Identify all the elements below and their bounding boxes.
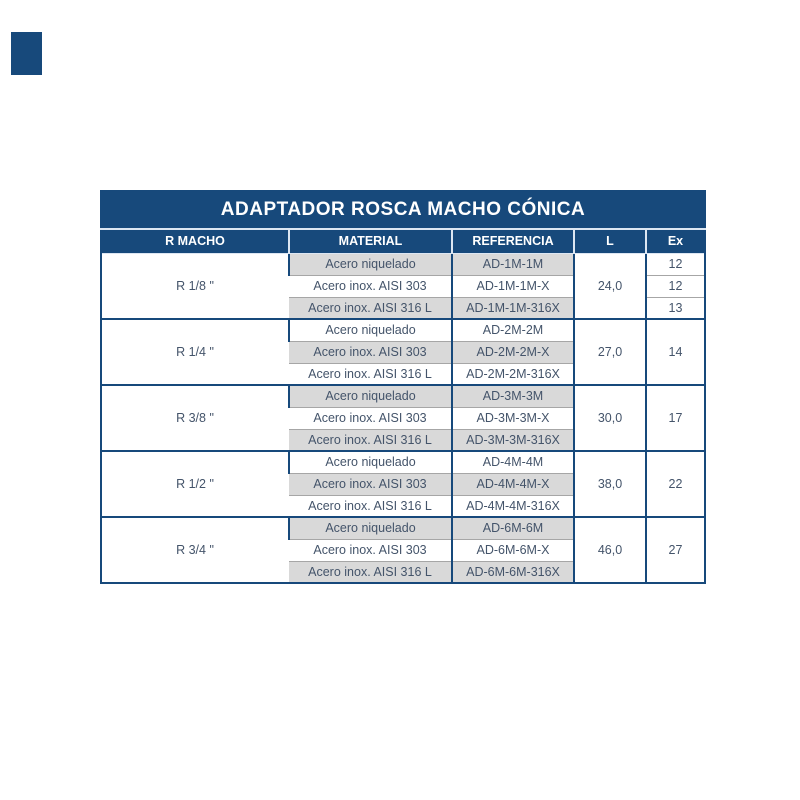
cell-material: Acero inox. AISI 316 L: [289, 495, 452, 517]
product-spec-table: [100, 190, 706, 584]
cell-material: Acero niquelado: [289, 517, 452, 539]
cell-material: Acero inox. AISI 303: [289, 473, 452, 495]
cell-referencia: AD-4M-4M-X: [452, 473, 574, 495]
cell-referencia: AD-1M-1M: [452, 253, 574, 275]
cell-referencia: AD-4M-4M-316X: [452, 495, 574, 517]
cell-ex: 12: [646, 275, 705, 297]
cell-material: Acero niquelado: [289, 319, 452, 341]
cell-referencia: AD-2M-2M-316X: [452, 363, 574, 385]
cell-referencia: AD-2M-2M: [452, 319, 574, 341]
cell-material: Acero inox. AISI 316 L: [289, 561, 452, 583]
cell-ex: 14: [646, 319, 705, 385]
table-title: ADAPTADOR ROSCA MACHO CÓNICA: [101, 191, 705, 229]
cell-material: Acero niquelado: [289, 385, 452, 407]
table-row: [101, 451, 705, 473]
cell-referencia: AD-1M-1M-316X: [452, 297, 574, 319]
cell-referencia: AD-4M-4M: [452, 451, 574, 473]
column-header-r-macho: R MACHO: [101, 229, 289, 253]
column-header-material: MATERIAL: [289, 229, 452, 253]
table-row: [101, 517, 705, 539]
cell-r-macho: R 1/2 ": [101, 451, 289, 517]
cell-l: 24,0: [574, 253, 646, 319]
column-header-referencia: REFERENCIA: [452, 229, 574, 253]
cell-referencia: AD-1M-1M-X: [452, 275, 574, 297]
cell-referencia: AD-2M-2M-X: [452, 341, 574, 363]
cell-material: Acero niquelado: [289, 253, 452, 275]
table-row: [101, 319, 705, 341]
cell-material: Acero inox. AISI 316 L: [289, 297, 452, 319]
cell-material: Acero inox. AISI 303: [289, 407, 452, 429]
cell-ex: 17: [646, 385, 705, 451]
cell-l: 46,0: [574, 517, 646, 583]
cell-referencia: AD-6M-6M-X: [452, 539, 574, 561]
column-header-l: L: [574, 229, 646, 253]
cell-r-macho: R 1/8 ": [101, 253, 289, 319]
cell-r-macho: R 3/8 ": [101, 385, 289, 451]
corner-accent-mark: [11, 32, 42, 75]
cell-material: Acero inox. AISI 303: [289, 539, 452, 561]
cell-l: 30,0: [574, 385, 646, 451]
cell-l: 27,0: [574, 319, 646, 385]
cell-ex: 13: [646, 297, 705, 319]
cell-material: Acero inox. AISI 316 L: [289, 363, 452, 385]
cell-referencia: AD-3M-3M-X: [452, 407, 574, 429]
cell-referencia: AD-3M-3M: [452, 385, 574, 407]
table-row: [101, 385, 705, 407]
cell-r-macho: R 3/4 ": [101, 517, 289, 583]
table-row: [101, 253, 705, 275]
cell-ex: 27: [646, 517, 705, 583]
cell-material: Acero inox. AISI 303: [289, 275, 452, 297]
cell-material: Acero inox. AISI 303: [289, 341, 452, 363]
cell-referencia: AD-6M-6M-316X: [452, 561, 574, 583]
cell-referencia: AD-3M-3M-316X: [452, 429, 574, 451]
cell-ex: 22: [646, 451, 705, 517]
column-header-ex: Ex: [646, 229, 705, 253]
cell-material: Acero niquelado: [289, 451, 452, 473]
cell-referencia: AD-6M-6M: [452, 517, 574, 539]
cell-r-macho: R 1/4 ": [101, 319, 289, 385]
cell-ex: 12: [646, 253, 705, 275]
cell-material: Acero inox. AISI 316 L: [289, 429, 452, 451]
cell-l: 38,0: [574, 451, 646, 517]
